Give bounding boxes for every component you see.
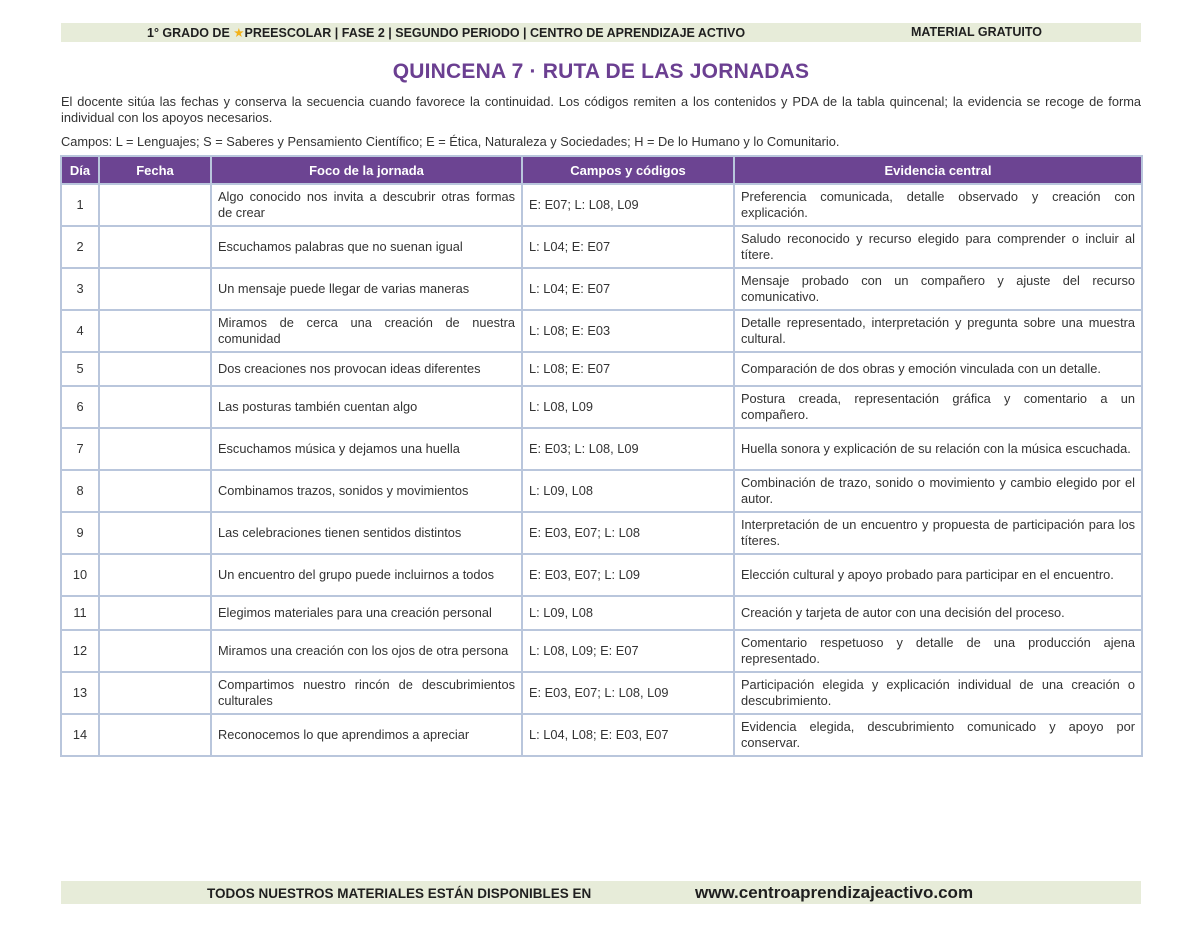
header-day: Día — [61, 156, 99, 184]
footer-band — [61, 881, 1141, 904]
codes-cell: L: L04, L08; E: E03, E07 — [522, 714, 734, 756]
codes-cell: L: L04; E: E07 — [522, 268, 734, 310]
day-cell: 8 — [61, 470, 99, 512]
date-cell — [99, 714, 211, 756]
header-evidence: Evidencia central — [734, 156, 1142, 184]
focus-cell: Un mensaje puede llegar de varias maneras — [211, 268, 522, 310]
table-row — [61, 268, 1142, 310]
table-row — [61, 310, 1142, 352]
day-cell: 4 — [61, 310, 99, 352]
day-cell: 11 — [61, 596, 99, 630]
date-cell — [99, 428, 211, 470]
evidence-cell: Combinación de trazo, sonido o movimiento y cambio elegido por el autor. — [734, 470, 1142, 512]
table-row — [61, 512, 1142, 554]
focus-cell: Dos creaciones nos provocan ideas diferentes — [211, 352, 522, 386]
focus-cell: Miramos de cerca una creación de nuestra comunidad — [211, 310, 522, 352]
table-row — [61, 428, 1142, 470]
header-focus: Foco de la jornada — [211, 156, 522, 184]
codes-cell: L: L04; E: E07 — [522, 226, 734, 268]
evidence-cell: Comparación de dos obras y emoción vinculada con un detalle. — [734, 352, 1142, 386]
day-cell: 3 — [61, 268, 99, 310]
day-cell: 10 — [61, 554, 99, 596]
date-cell — [99, 386, 211, 428]
table-header-row — [61, 156, 1142, 184]
table-row — [61, 226, 1142, 268]
evidence-cell: Huella sonora y explicación de su relación con la música escuchada. — [734, 428, 1142, 470]
focus-cell: Algo conocido nos invita a descubrir otras formas de crear — [211, 184, 522, 226]
header-grade: 1° GRADO DE — [147, 26, 234, 40]
evidence-cell: Saludo reconocido y recurso elegido para comprender o incluir al títere. — [734, 226, 1142, 268]
date-cell — [99, 310, 211, 352]
footer-label: TODOS NUESTROS MATERIALES ESTÁN DISPONIBLES EN — [207, 886, 592, 901]
focus-cell: Escuchamos palabras que no suenan igual — [211, 226, 522, 268]
focus-cell: Un encuentro del grupo puede incluirnos a todos — [211, 554, 522, 596]
route-table — [60, 155, 1143, 757]
day-cell: 6 — [61, 386, 99, 428]
codes-cell: E: E07; L: L08, L09 — [522, 184, 734, 226]
intro-paragraph: El docente sitúa las fechas y conserva la secuencia cuando favorece la continuidad. Los códigos remiten a los contenidos y PDA de la tabla quincenal; la evidencia se recoge de forma individual con los apoyos necesarios. — [61, 94, 1141, 125]
table-row — [61, 714, 1142, 756]
focus-cell: Las celebraciones tienen sentidos distintos — [211, 512, 522, 554]
evidence-cell: Creación y tarjeta de autor con una decisión del proceso. — [734, 596, 1142, 630]
table-body — [61, 184, 1142, 756]
date-cell — [99, 630, 211, 672]
day-cell: 9 — [61, 512, 99, 554]
codes-cell: E: E03; L: L08, L09 — [522, 428, 734, 470]
header-title — [147, 25, 745, 40]
day-cell: 13 — [61, 672, 99, 714]
focus-cell: Reconocemos lo que aprendimos a apreciar — [211, 714, 522, 756]
codes-cell: L: L09, L08 — [522, 596, 734, 630]
date-cell — [99, 596, 211, 630]
day-cell: 7 — [61, 428, 99, 470]
date-cell — [99, 672, 211, 714]
codes-cell: E: E03, E07; L: L08, L09 — [522, 672, 734, 714]
date-cell — [99, 512, 211, 554]
codes-cell: L: L08, L09 — [522, 386, 734, 428]
codes-cell: E: E03, E07; L: L08 — [522, 512, 734, 554]
day-cell: 12 — [61, 630, 99, 672]
evidence-cell: Mensaje probado con un compañero y ajuste del recurso comunicativo. — [734, 268, 1142, 310]
date-cell — [99, 226, 211, 268]
evidence-cell: Postura creada, representación gráfica y comentario a un compañero. — [734, 386, 1142, 428]
focus-cell: Compartimos nuestro rincón de descubrimientos culturales — [211, 672, 522, 714]
evidence-cell: Interpretación de un encuentro y propuesta de participación para los títeres. — [734, 512, 1142, 554]
evidence-cell: Detalle representado, interpretación y pregunta sobre una muestra cultural. — [734, 310, 1142, 352]
date-cell — [99, 554, 211, 596]
day-cell: 1 — [61, 184, 99, 226]
page-title: QUINCENA 7 · RUTA DE LAS JORNADAS — [392, 60, 810, 83]
focus-cell: Las posturas también cuentan algo — [211, 386, 522, 428]
table-row — [61, 630, 1142, 672]
evidence-cell: Evidencia elegida, descubrimiento comunicado y apoyo por conservar. — [734, 714, 1142, 756]
codes-cell: L: L08, L09; E: E07 — [522, 630, 734, 672]
focus-cell: Elegimos materiales para una creación personal — [211, 596, 522, 630]
header-free-material: MATERIAL GRATUITO — [911, 25, 1043, 39]
day-cell: 14 — [61, 714, 99, 756]
table-row — [61, 554, 1142, 596]
table-row — [61, 352, 1142, 386]
table-row — [61, 596, 1142, 630]
evidence-cell: Preferencia comunicada, detalle observado y creación con explicación. — [734, 184, 1142, 226]
header-codes: Campos y códigos — [522, 156, 734, 184]
header-date: Fecha — [99, 156, 211, 184]
day-cell: 5 — [61, 352, 99, 386]
codes-cell: E: E03, E07; L: L09 — [522, 554, 734, 596]
codes-cell: L: L08; E: E03 — [522, 310, 734, 352]
focus-cell: Combinamos trazos, sonidos y movimientos — [211, 470, 522, 512]
evidence-cell: Elección cultural y apoyo probado para participar en el encuentro. — [734, 554, 1142, 596]
star-icon: ★ — [233, 26, 245, 40]
evidence-cell: Participación elegida y explicación individual de una creación o descubrimiento. — [734, 672, 1142, 714]
date-cell — [99, 352, 211, 386]
table-row — [61, 386, 1142, 428]
evidence-cell: Comentario respetuoso y detalle de una producción ajena representado. — [734, 630, 1142, 672]
date-cell — [99, 470, 211, 512]
header-details: PREESCOLAR | FASE 2 | SEGUNDO PERIODO | CENTRO DE APRENDIZAJE ACTIVO — [244, 26, 746, 40]
focus-cell: Miramos una creación con los ojos de otra persona — [211, 630, 522, 672]
table-row — [61, 470, 1142, 512]
date-cell — [99, 268, 211, 310]
date-cell — [99, 184, 211, 226]
footer-url-link[interactable]: www.centroaprendizajeactivo.com — [695, 883, 974, 902]
day-cell: 2 — [61, 226, 99, 268]
fields-legend: Campos: L = Lenguajes; S = Saberes y Pensamiento Científico; E = Ética, Naturaleza y Sociedades; H = De lo Humano y lo Comunitario. — [61, 134, 840, 149]
codes-cell: L: L09, L08 — [522, 470, 734, 512]
codes-cell: L: L08; E: E07 — [522, 352, 734, 386]
table-row — [61, 184, 1142, 226]
focus-cell: Escuchamos música y dejamos una huella — [211, 428, 522, 470]
header-band — [61, 23, 1141, 42]
table-row — [61, 672, 1142, 714]
